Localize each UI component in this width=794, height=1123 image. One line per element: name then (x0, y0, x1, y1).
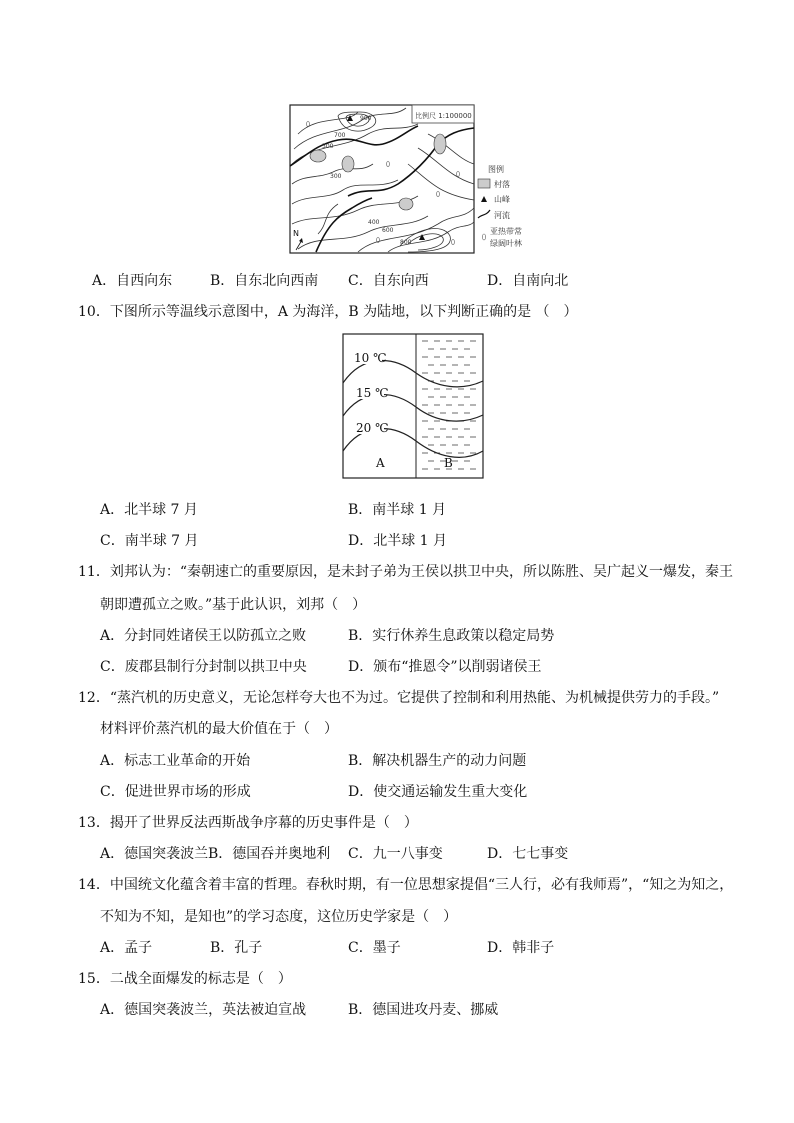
q13-option-c[interactable]: C．九一八事变 (348, 846, 443, 862)
legend-title: 图例 (488, 165, 504, 174)
q9-option-b[interactable]: B．自东北向西南 (210, 273, 319, 289)
legend-forest-label: 绿阔叶林 (490, 239, 522, 248)
isotherm-label-20: 20 ℃ (356, 421, 389, 435)
area-label-a: A (376, 456, 385, 470)
q10-stem: 10．下图所示等温线示意图中，A 为海洋，B 为陆地，以下判断正确的是 （ ） (78, 304, 578, 320)
isotherm-diagram (342, 333, 484, 479)
q9-option-c[interactable]: C．自东向西 (348, 273, 429, 289)
q11-option-c[interactable]: C．废郡县制行分封制以拱卫中央 (100, 659, 307, 675)
q11-option-a[interactable]: A．分封同姓诸侯王以防孤立之败 (100, 628, 307, 644)
q12-option-d[interactable]: D．使交通运输发生重大变化 (348, 784, 528, 800)
q12-option-a[interactable]: A．标志工业革命的开始 (100, 753, 251, 769)
contour-label: 700 (334, 132, 346, 139)
legend-village-label: 村落 (494, 180, 510, 189)
q10-option-a[interactable]: A．北半球 7 月 (100, 502, 198, 518)
q14-option-a[interactable]: A．孟子 (100, 940, 153, 956)
legend-peak-label: 山峰 (494, 195, 510, 204)
q9-option-a[interactable]: A．自西向东 (92, 273, 173, 289)
north-label: N (293, 229, 299, 238)
q10-option-b[interactable]: B．南半球 1 月 (348, 502, 447, 518)
legend-forest-label: 亚热带常 (490, 227, 522, 236)
q14-option-c[interactable]: C．墨子 (348, 940, 401, 956)
contour-label: 300 (330, 173, 342, 180)
q15-stem: 15．二战全面爆发的标志是（ ） (78, 971, 292, 987)
contour-label: 400 (368, 219, 380, 226)
contour-label: 500 (322, 143, 334, 150)
q12-stem-line1: 12．“蒸汽机的历史意义，无论怎样夸大也不为过。它提供了控制和利用热能、为机械提供劳力的手段。” (78, 690, 720, 706)
isotherm-label-10: 10 ℃ (354, 351, 387, 365)
q11-stem-line2: 朝即遭孤立之败。”基于此认识，刘邦（ ） (100, 597, 367, 613)
legend-river-label: 河流 (494, 211, 510, 220)
q15-option-b[interactable]: B．德国进攻丹麦、挪威 (348, 1002, 499, 1018)
q14-stem-line2: 不知为不知，是知也”的学习态度，这位历史学家是（ ） (100, 909, 458, 925)
q15-option-a[interactable]: A．德国突袭波兰，英法被迫宣战 (100, 1002, 307, 1018)
topographic-map (288, 104, 524, 254)
q13-option-b[interactable]: B．德国吞并奥地利 (208, 846, 331, 862)
q10-option-c[interactable]: C．南半球 7 月 (100, 533, 199, 549)
q13-option-a[interactable]: A．德国突袭波兰 (100, 846, 209, 862)
q12-option-c[interactable]: C．促进世界市场的形成 (100, 784, 251, 800)
q14-stem-line1: 14．中国统文化蕴含着丰富的哲理。春秋时期，有一位思想家提倡“三人行，必有我师焉”，“知之为知之， (78, 877, 734, 893)
q13-option-d[interactable]: D．七七事变 (487, 846, 569, 862)
isotherm-label-15: 15 ℃ (356, 386, 389, 400)
contour-label: 900 (360, 115, 372, 122)
contour-label: 800 (400, 239, 412, 246)
q14-option-b[interactable]: B．孔子 (210, 940, 263, 956)
q9-option-d[interactable]: D．自南向北 (487, 273, 569, 289)
q12-stem-line2: 材料评价蒸汽机的最大价值在于（ ） (100, 721, 338, 737)
q11-stem-line1: 11．刘邦认为：“秦朝速亡的重要原因，是未封子弟为王侯以拱卫中央，所以陈胜、吴广起义一爆发，秦王 (78, 564, 733, 580)
q11-option-b[interactable]: B．实行休养生息政策以稳定局势 (348, 628, 555, 644)
q13-stem: 13．揭开了世界反法西斯战争序幕的历史事件是（ ） (78, 815, 418, 831)
q11-option-d[interactable]: D．颁布“推恩令”以削弱诸侯王 (348, 659, 542, 675)
q12-option-b[interactable]: B．解决机器生产的动力问题 (348, 753, 527, 769)
q14-option-d[interactable]: D．韩非子 (487, 940, 555, 956)
area-label-b: B (444, 456, 453, 470)
map-scale: 比例尺 1:100000 (415, 112, 472, 120)
q10-option-d[interactable]: D．北半球 1 月 (348, 533, 448, 549)
contour-label: 600 (382, 227, 394, 234)
